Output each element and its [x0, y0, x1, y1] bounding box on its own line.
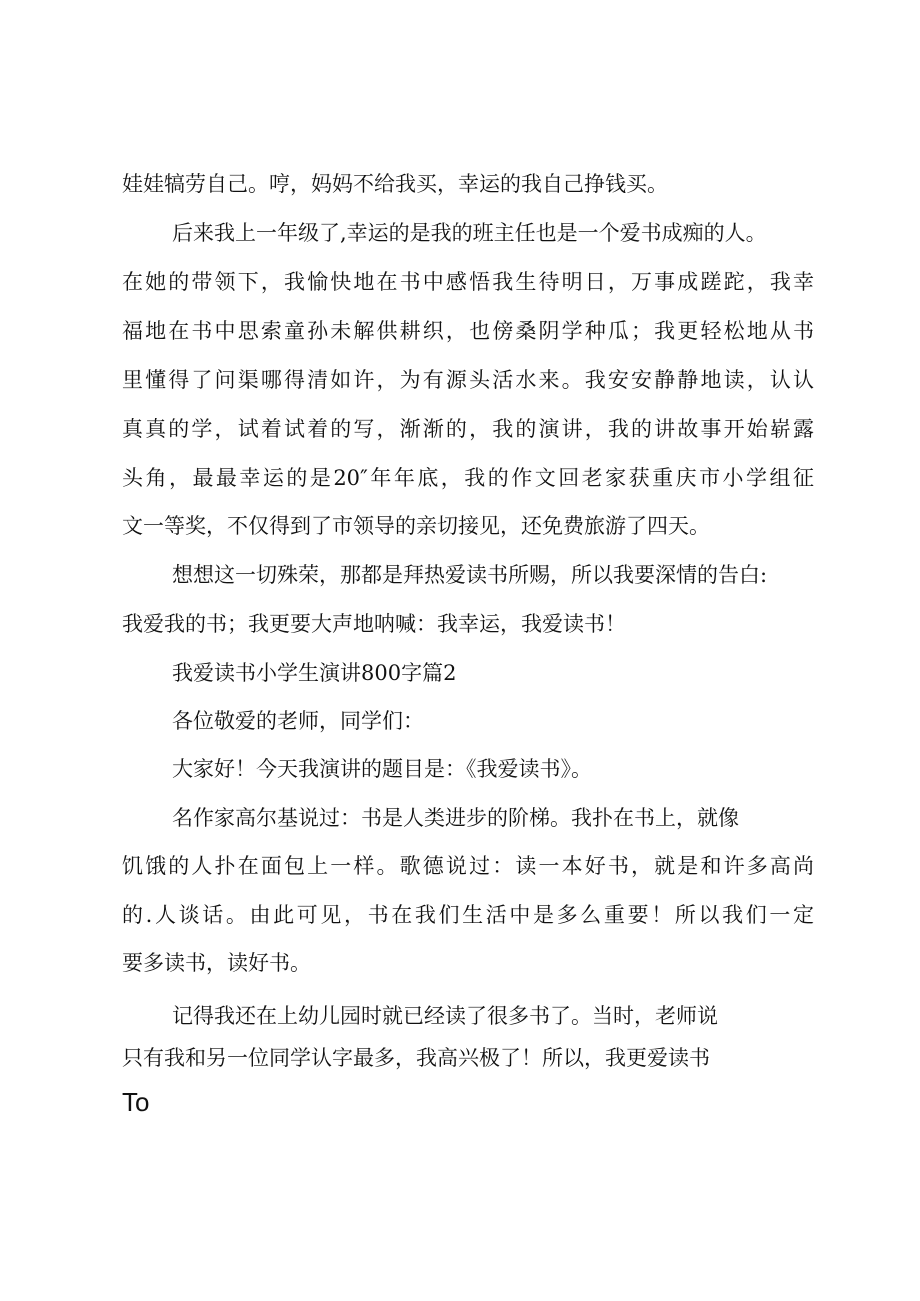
text-line: 娃娃犒劳自己。哼，妈妈不给我买，幸运的我自己挣钱买。 — [122, 172, 668, 196]
paragraph-start-line: 记得我还在上幼儿园时就已经读了很多书了。当时，老师说 — [172, 1004, 718, 1028]
text-line: 里懂得了问渠哪得清如许，为有源头活水来。我安安静静地读，认认 — [122, 368, 814, 392]
text-line: 真真的学，试着试着的写，渐渐的，我的演讲，我的讲故事开始崭露 — [122, 417, 814, 441]
text-line: 的.人谈话。由此可见，书在我们生活中是多么重要！所以我们一定 — [122, 903, 814, 927]
text-line: 要多读书，读好书。 — [122, 951, 311, 975]
text-line: 在她的带领下，我愉快地在书中感悟我生待明日，万事成蹉跎，我幸 — [122, 270, 814, 294]
text-line: 只有我和另一位同学认字最多，我高兴极了！所以，我更爱读书 — [122, 1046, 710, 1070]
footer-text: To — [122, 1087, 150, 1117]
text-line: 福地在书中思索童孙未解供耕织，也傍桑阴学种瓜；我更轻松地从书 — [122, 319, 814, 343]
paragraph-start-line: 后来我上一年级了,幸运的是我的班主任也是一个爱书成痴的人。 — [172, 221, 767, 245]
text-line: 头角，最最幸运的是20″年年底，我的作文回老家获重庆市小学组征 — [122, 466, 814, 490]
greeting-line: 大家好！今天我演讲的题目是：《我爱读书》。 — [172, 757, 592, 781]
section-heading: 我爱读书小学生演讲800字篇2 — [172, 661, 457, 685]
text-line: 文一等奖，不仅得到了市领导的亲切接见，还免费旅游了四天。 — [122, 514, 710, 538]
paragraph-start-line: 名作家高尔基说过：书是人类进步的阶梯。我扑在书上，就像 — [172, 806, 739, 830]
paragraph-start-line: 想想这一切殊荣，那都是拜热爱读书所赐，所以我要深情的告白: — [172, 563, 768, 587]
text-line: 饥饿的人扑在面包上一样。歌德说过：读一本好书，就是和许多高尚 — [122, 854, 814, 878]
text-line: 我爱我的书；我更要大声地呐喊：我幸运，我爱读书！ — [122, 612, 626, 636]
salutation-line: 各位敬爱的老师，同学们： — [172, 709, 424, 733]
